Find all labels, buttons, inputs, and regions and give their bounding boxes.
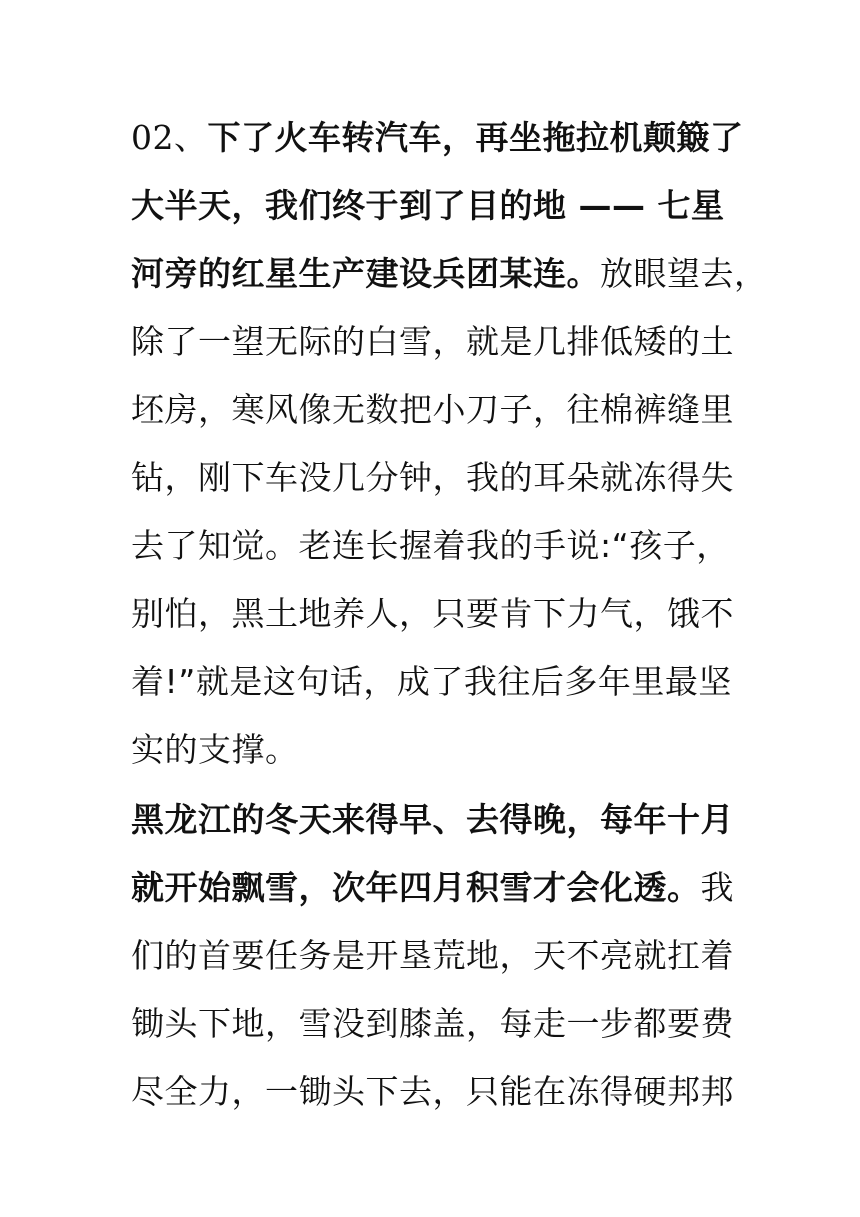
bold-text: 下了火车转汽车，再坐拖拉机颠簸了 <box>207 118 744 157</box>
body-text: 我 <box>700 868 734 907</box>
bold-text: 就开始飘雪，次年四月积雪才会化透。 <box>131 868 701 907</box>
body-text: 钻，刚下车没几分钟，我的耳朵就冻得失 <box>131 458 734 497</box>
text-line <box>131 716 731 784</box>
body-text: 锄头下地，雪没到膝盖，每走一步都要费 <box>131 1004 734 1043</box>
text-line <box>131 990 734 1058</box>
body-text: 着!”就是这句话，成了我往后多年里最坚 <box>131 662 732 701</box>
text-line <box>131 308 734 376</box>
paragraph-1 <box>131 104 768 784</box>
text-line <box>131 1058 734 1126</box>
text-line <box>131 104 744 172</box>
body-text: 坯房，寒风像无数把小刀子，往棉裤缝里 <box>131 390 734 429</box>
text-line <box>131 922 734 990</box>
body-text: 除了一望无际的白雪，就是几排低矮的土 <box>131 322 734 361</box>
text-line <box>131 512 731 580</box>
body-text: 尽全力，一锄头下去，只能在冻得硬邦邦 <box>131 1072 734 1111</box>
text-line <box>131 376 734 444</box>
text-line <box>131 172 731 240</box>
bold-text: 大半天，我们终于到了目的地 —— 七星 <box>131 186 725 225</box>
body-text: 别怕，黑土地养人，只要肯下力气，饿不 <box>131 594 734 633</box>
body-text: 实的支撑。 <box>131 730 299 769</box>
text-line <box>131 240 768 308</box>
text-line <box>131 854 734 922</box>
paragraph-2 <box>131 786 734 1126</box>
body-text: 去了知觉。老连长握着我的手说:“孩子， <box>131 526 730 565</box>
bold-text: 黑龙江的冬天来得早、去得晚，每年十月 <box>131 800 734 839</box>
text-line <box>131 648 731 716</box>
text-line <box>131 444 734 512</box>
bold-text: 河旁的红星生产建设兵团某连。 <box>131 254 600 293</box>
text-line <box>131 786 734 854</box>
section-number: 02、 <box>131 118 208 157</box>
body-text: 放眼望去， <box>600 254 768 293</box>
body-text: 们的首要任务是开垦荒地，天不亮就扛着 <box>131 936 734 975</box>
text-line <box>131 580 734 648</box>
